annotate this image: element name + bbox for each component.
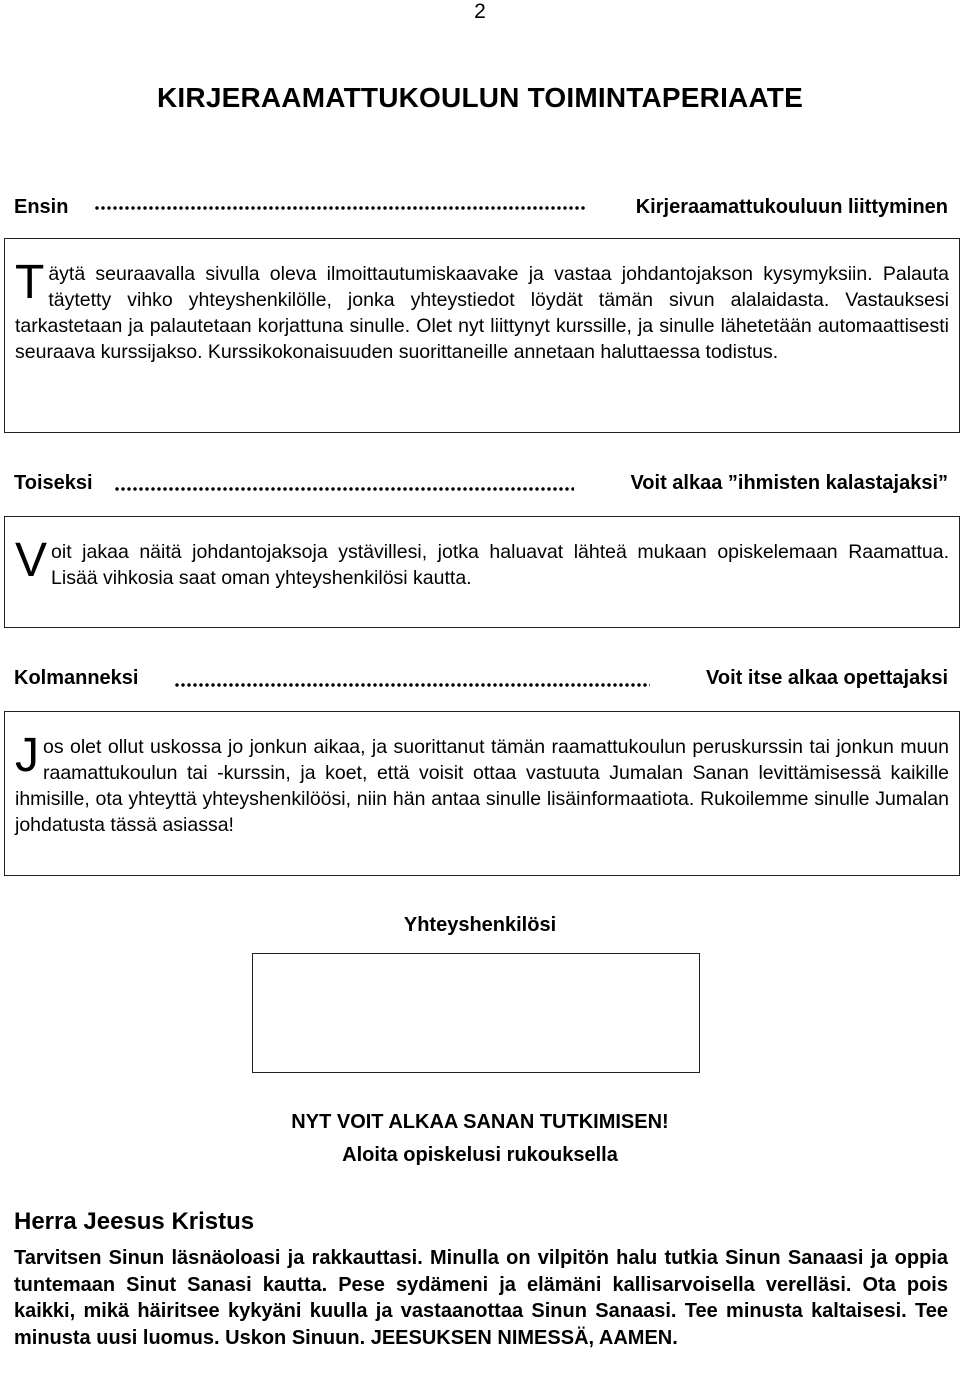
section-label: Ensin bbox=[14, 196, 69, 218]
section-label: Kolmanneksi bbox=[14, 667, 139, 689]
section-subtitle: Voit itse alkaa opettajaksi bbox=[706, 667, 948, 689]
section-heading-toiseksi bbox=[14, 472, 948, 502]
section-body: os olet ollut uskossa jo jonkun aikaa, ja suorittanut tämän raamattukoulun peruskurssin tai jonkun muun raamattukoulun tai -kurssin, ja koet, että voisit ottaa vastuuta Jumalan Sanan levittämisessä kaikille ihmisille, ota yhteyttä yhteyshenkilöösi, niin hän antaa sinulle lisäinformaatiota. Rukoilemme sinulle Jumalan johdatusta tässä asiassa! bbox=[15, 736, 949, 836]
prayer-text: Tarvitsen Sinun läsnäoloasi ja rakkauttasi. Minulla on vilpitön halu tutkia Sinun Sanaasi ja oppia tuntemaan Sinut Sanasi kautta. Pese sydämeni ja elämäni kallisarvoisella verelläsi. Ota pois kaikki, mikä häiritsee kykyäni kuulla ja vastaanottaa Sinun Sanaasi. Tee minusta kaltaisesi. Tee minusta uusi luomus. Uskon Sinuun. JEESUKSEN NIMESSÄ, AAMEN. bbox=[14, 1247, 948, 1349]
section-box-toiseksi bbox=[4, 516, 960, 628]
cta-line-1: NYT VOIT ALKAA SANAN TUTKIMISEN! bbox=[291, 1111, 669, 1133]
section-subtitle: Voit alkaa ”ihmisten kalastajaksi” bbox=[630, 472, 948, 494]
section-label: Toiseksi bbox=[14, 472, 93, 494]
section-text bbox=[15, 534, 949, 591]
section-box-kolmanneksi bbox=[4, 711, 960, 876]
drop-cap: V bbox=[15, 534, 48, 587]
section-body: äytä seuraavalla sivulla oleva ilmoittautumiskaavake ja vastaa johdantojakson kysymyksiin. Palauta täytetty vihko yhteyshenkilölle, jonka yhteystiedot löydät tämän sivun alalaidasta. Vastauksesi tarkastetaan ja palautetaan korjattuna sinulle. Olet nyt liittynyt kurssille, ja sinulle lähetetään automaattisesti seuraava kurssijakso. Kurssikokonaisuuden suorittaneille annetaan haluttaessa todistus. bbox=[15, 263, 949, 363]
section-text bbox=[15, 729, 949, 838]
cta-line-2: Aloita opiskelusi rukouksella bbox=[342, 1144, 618, 1166]
section-box-ensin bbox=[4, 238, 960, 433]
section-text bbox=[15, 256, 949, 365]
section-subtitle: Kirjeraamattukouluun liittyminen bbox=[635, 196, 948, 218]
dot-leader bbox=[114, 486, 574, 492]
drop-cap: J bbox=[15, 729, 39, 782]
section-heading-ensin bbox=[14, 196, 948, 226]
section-heading-kolmanneksi bbox=[14, 667, 948, 697]
contact-heading: Yhteyshenkilösi bbox=[403, 914, 557, 936]
page-title: KIRJERAAMATTUKOULUN TOIMINTAPERIAATE bbox=[157, 82, 803, 113]
prayer-title: Herra Jeesus Kristus bbox=[14, 1208, 255, 1235]
contact-box bbox=[252, 953, 700, 1073]
drop-cap: T bbox=[15, 256, 45, 309]
page-number: 2 bbox=[474, 0, 486, 23]
dot-leader bbox=[174, 682, 650, 688]
section-body: oit jakaa näitä johdantojaksoja ystävillesi, jotka haluavat lähteä mukaan opiskelemaan Raamattua. Lisää vihkosia saat oman yhteyshenkilösi kautta. bbox=[51, 541, 949, 589]
dot-leader bbox=[94, 205, 586, 211]
